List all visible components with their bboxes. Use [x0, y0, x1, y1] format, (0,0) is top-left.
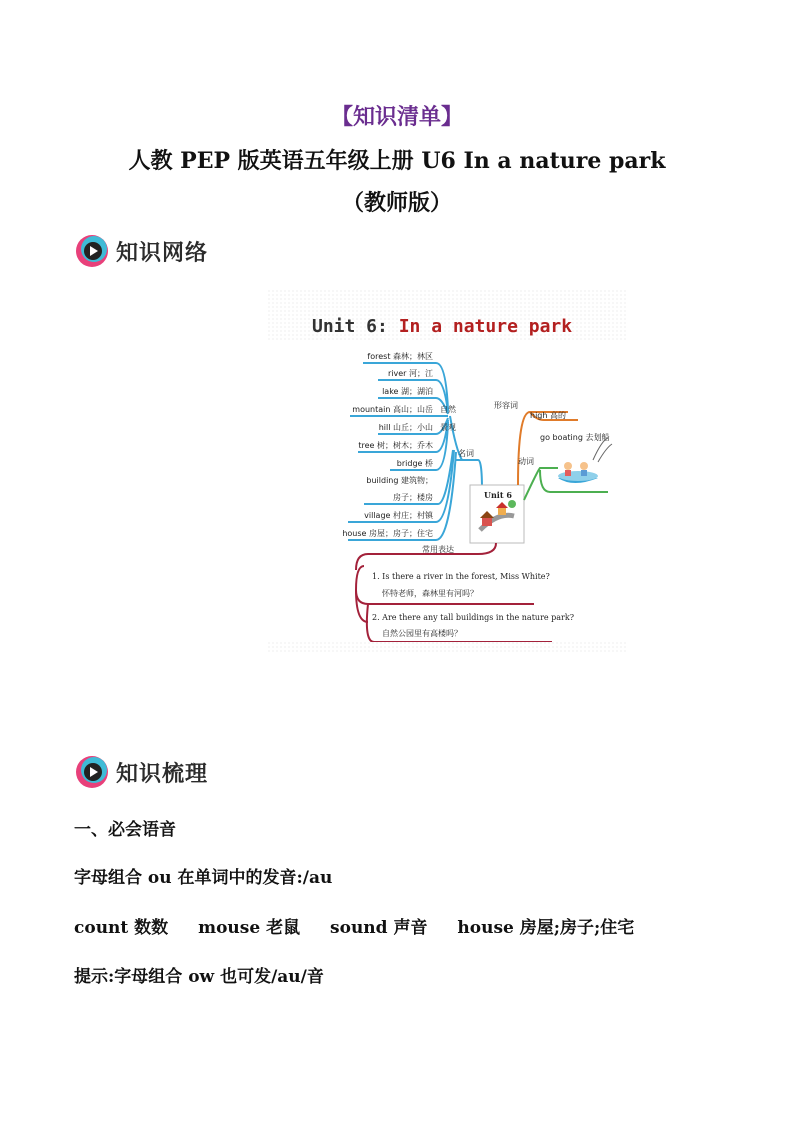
verb-item: go boating 去划船 [540, 433, 610, 442]
noun-item: mountain 高山；山岳 [352, 405, 433, 414]
noun-item: bridge 桥 [396, 459, 433, 468]
section-header-outline [74, 752, 208, 792]
word-item: sound 声音 [330, 918, 428, 938]
section-title-outline: 知识梳理 [116, 761, 209, 787]
adj-item: high 高的 [530, 411, 566, 420]
mindmap-title-prefix: Unit 6: [312, 316, 399, 337]
doc-title: 人教 PEP 版英语五年级上册 U6 In a nature park [128, 148, 666, 174]
center-node-label: Unit 6 [484, 490, 512, 500]
expr-zh-1: 怀特老师，森林里有河吗？ [382, 589, 478, 598]
noun-item: lake 湖；湖泊 [382, 387, 433, 396]
noun-item: house 房屋；房子；住宅 [342, 529, 433, 538]
branch-scenery-2: 景观 [440, 423, 456, 432]
word-item: house 房屋;房子;住宅 [457, 918, 635, 938]
noun-item: forest 森林；林区 [367, 352, 433, 361]
noun-item: 房子；楼房 [393, 493, 433, 502]
word-list [74, 913, 658, 938]
mind-map [268, 290, 626, 652]
word-item: count 数数 [74, 918, 169, 938]
expr-zh-2: 自然公园里有高楼吗？ [382, 629, 462, 638]
noun-item: building 建筑物； [366, 476, 433, 485]
noun-item: tree 树；树木；乔木 [358, 441, 433, 450]
mindmap-title-main: In a nature park [398, 316, 573, 337]
expr-en-2: 2. Are there any tall buildings in the nature park? [372, 613, 575, 622]
noun-item: hill 山丘；小山 [378, 423, 433, 432]
noun-item: river 河；江 [388, 369, 433, 378]
phonics-rule: 字母组合 ou 在单词中的发音:/au [74, 868, 333, 888]
expr-en-1: 1. Is there a river in the forest, Miss White? [372, 572, 550, 581]
doc-tag: 【知识清单】 [330, 104, 463, 130]
branch-verb-label: 动词 [518, 457, 534, 466]
section-header-network [74, 231, 208, 271]
branch-adj-label: 形容词 [494, 401, 518, 410]
play-logo-icon [74, 233, 110, 269]
doc-subtitle: （教师版） [341, 190, 452, 216]
mindmap-bottom-band [268, 642, 626, 652]
heading-phonics: 一、必会语音 [74, 820, 176, 840]
branch-noun-label: 名词 [458, 449, 474, 458]
mindmap-title [312, 316, 572, 337]
boating-icon [558, 438, 612, 483]
branch-expr-label: 常用表达 [422, 545, 454, 554]
noun-item: village 村庄；村镇 [364, 511, 433, 520]
phonics-tip: 提示:字母组合 ow 也可发/au/音 [74, 967, 324, 987]
play-logo-icon [74, 754, 110, 790]
branch-scenery-1: 自然 [440, 405, 456, 414]
section-title-network: 知识网络 [116, 240, 209, 266]
word-item: mouse 老鼠 [198, 918, 301, 938]
